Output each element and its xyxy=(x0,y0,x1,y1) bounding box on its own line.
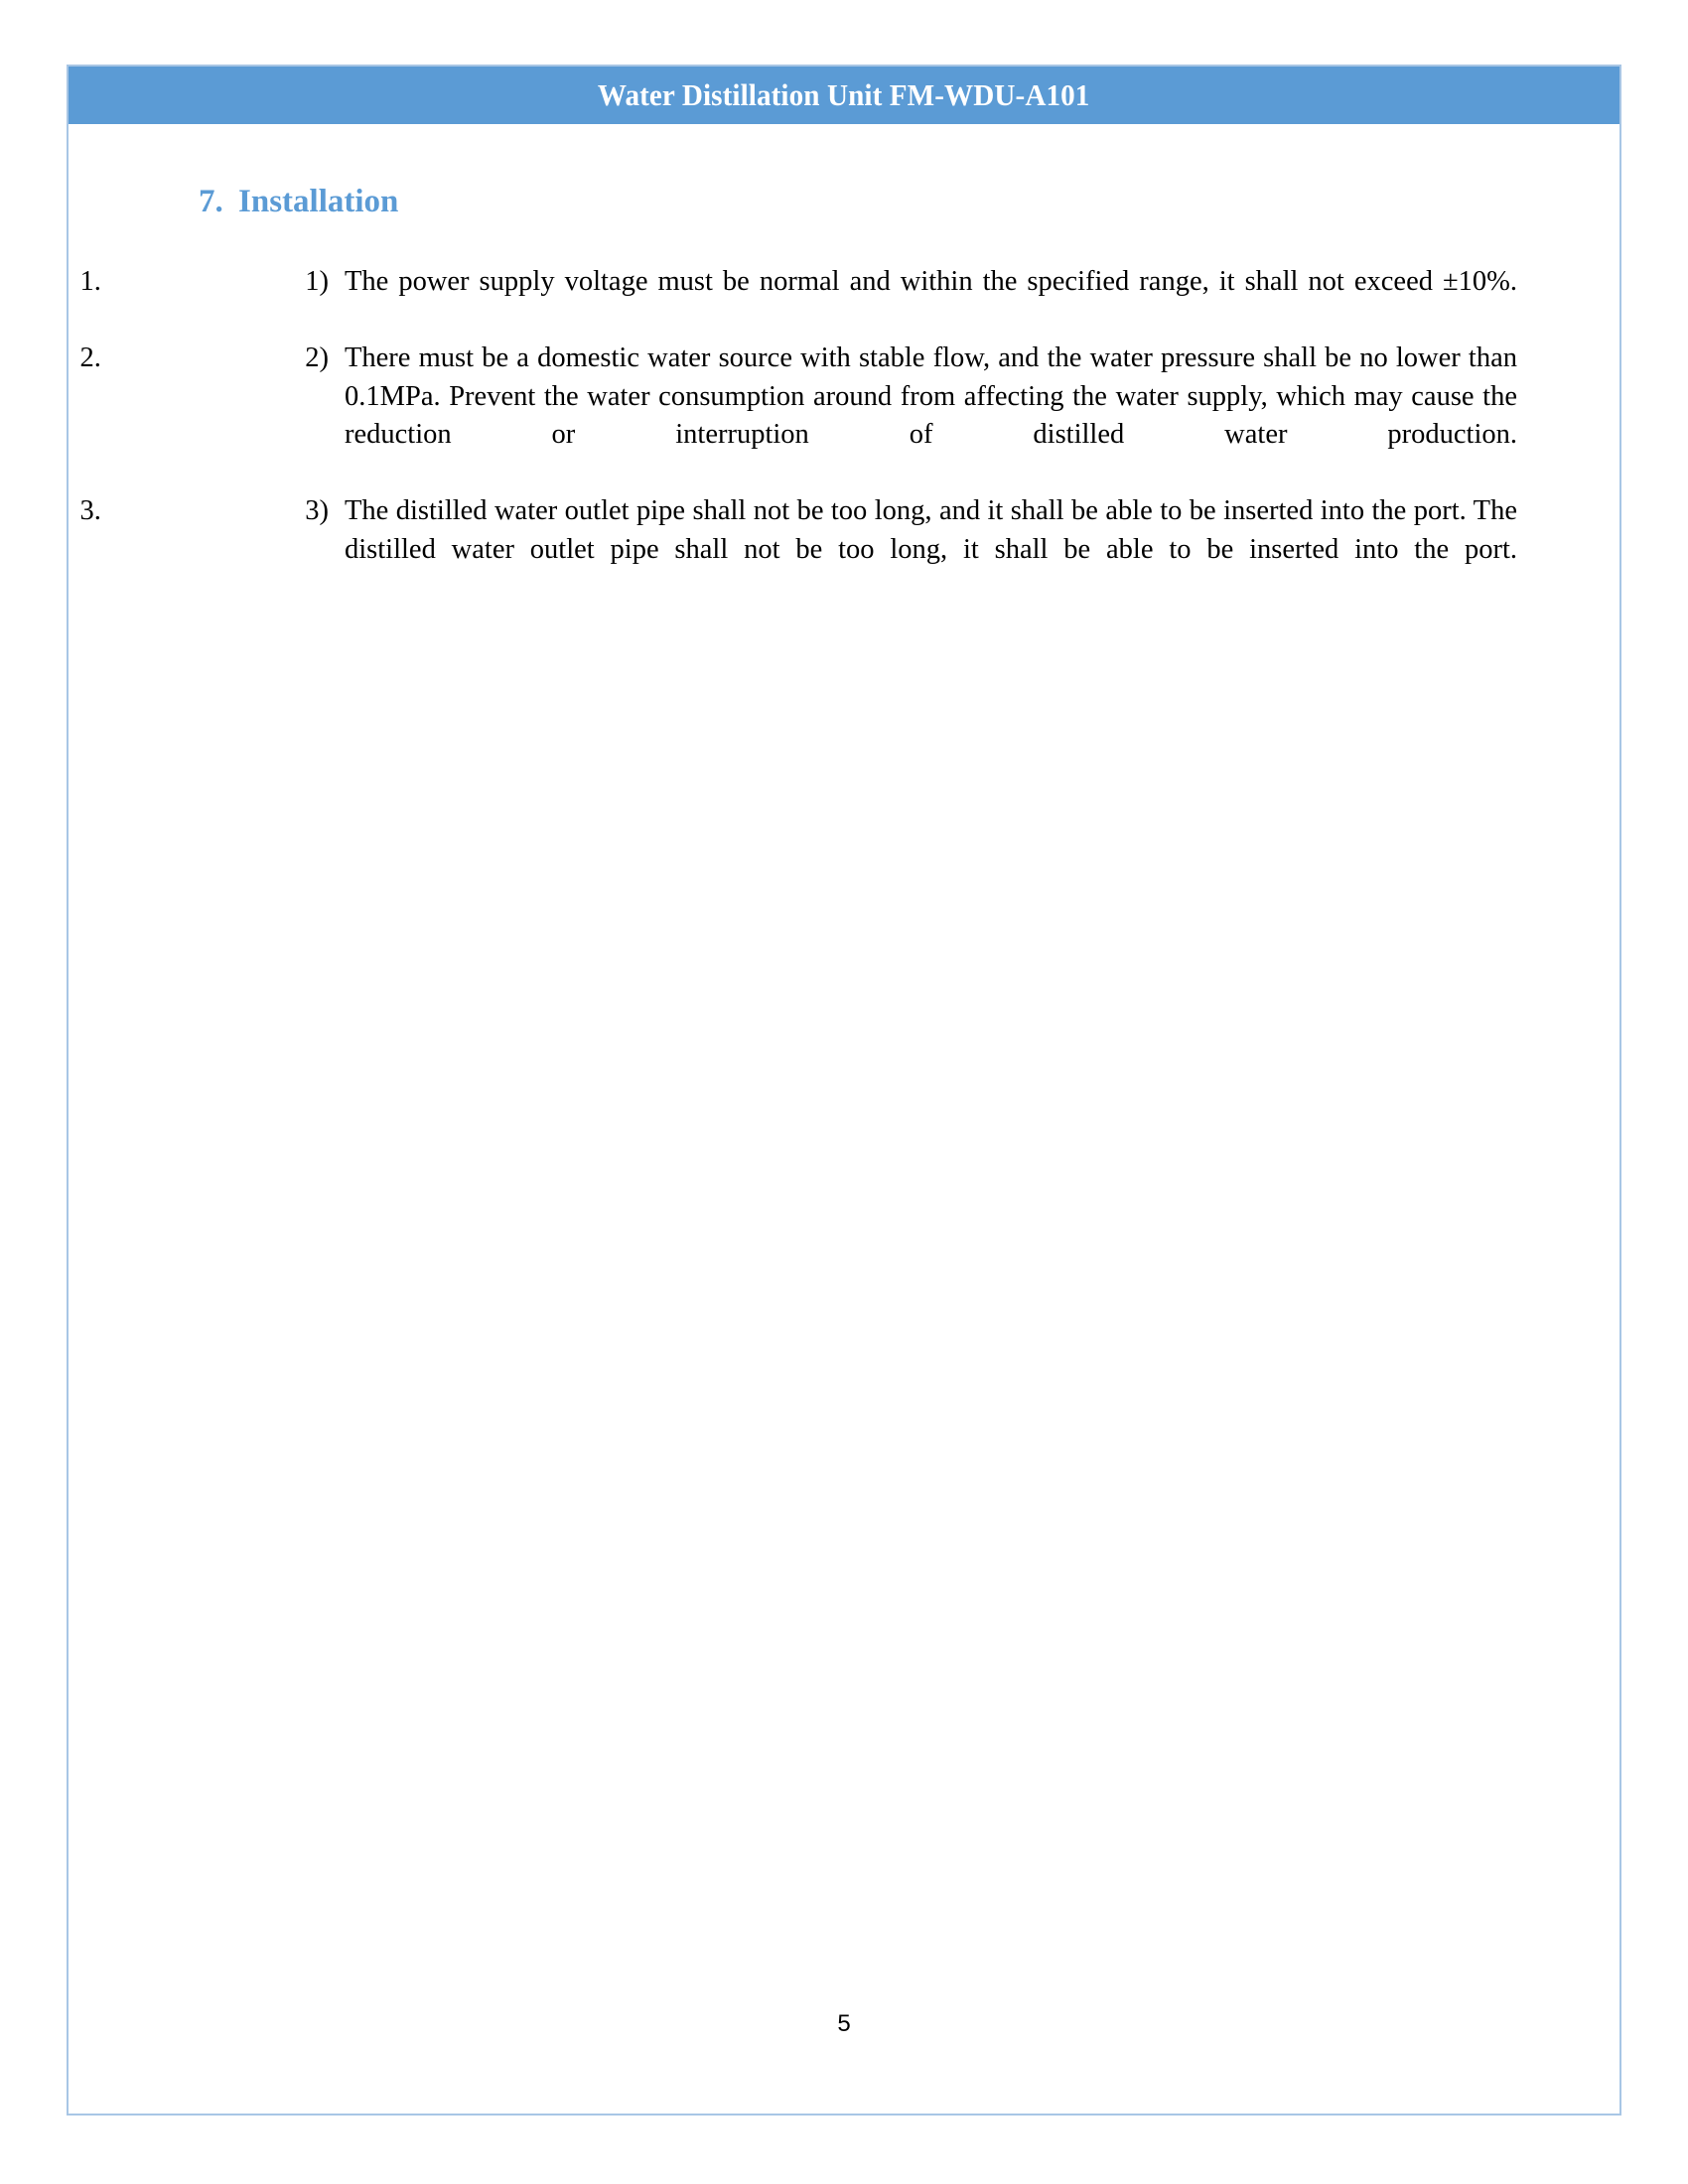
section-number: 7. xyxy=(199,184,223,219)
list-item-text: The distilled water outlet pipe shall not be too long, and it shall be able to be inserted into the port. The distilled water outlet pipe shall not be too long, it shall be able to be inserted into the port. xyxy=(345,495,1517,565)
list-item-marker: 2. 2) xyxy=(305,342,329,373)
list-item xyxy=(108,263,1659,340)
list-item xyxy=(108,492,1659,608)
page-content xyxy=(69,124,1619,2114)
page-header-bar xyxy=(69,67,1619,124)
list-item-text: The power supply voltage must be normal and within the specified range, it shall not exceed ±10%. xyxy=(345,266,1517,297)
list-item-marker: 3. 3) xyxy=(305,495,329,526)
list-item-text: There must be a domestic water source with stable flow, and the water pressure shall be no lower than 0.1MPa. Prevent the water consumption around from affecting the water supply, which may cause the reduction or interruption of distilled water production. xyxy=(345,342,1517,450)
page-number: 5 xyxy=(837,2010,851,2037)
list-item xyxy=(108,340,1659,492)
list-item-marker: 1. 1) xyxy=(305,266,329,297)
document-title: Water Distillation Unit FM-WDU-A101 xyxy=(598,77,1090,112)
section-heading xyxy=(199,184,398,220)
document-page xyxy=(67,65,1621,2116)
installation-list xyxy=(69,263,1659,608)
section-title: Installation xyxy=(238,184,399,219)
